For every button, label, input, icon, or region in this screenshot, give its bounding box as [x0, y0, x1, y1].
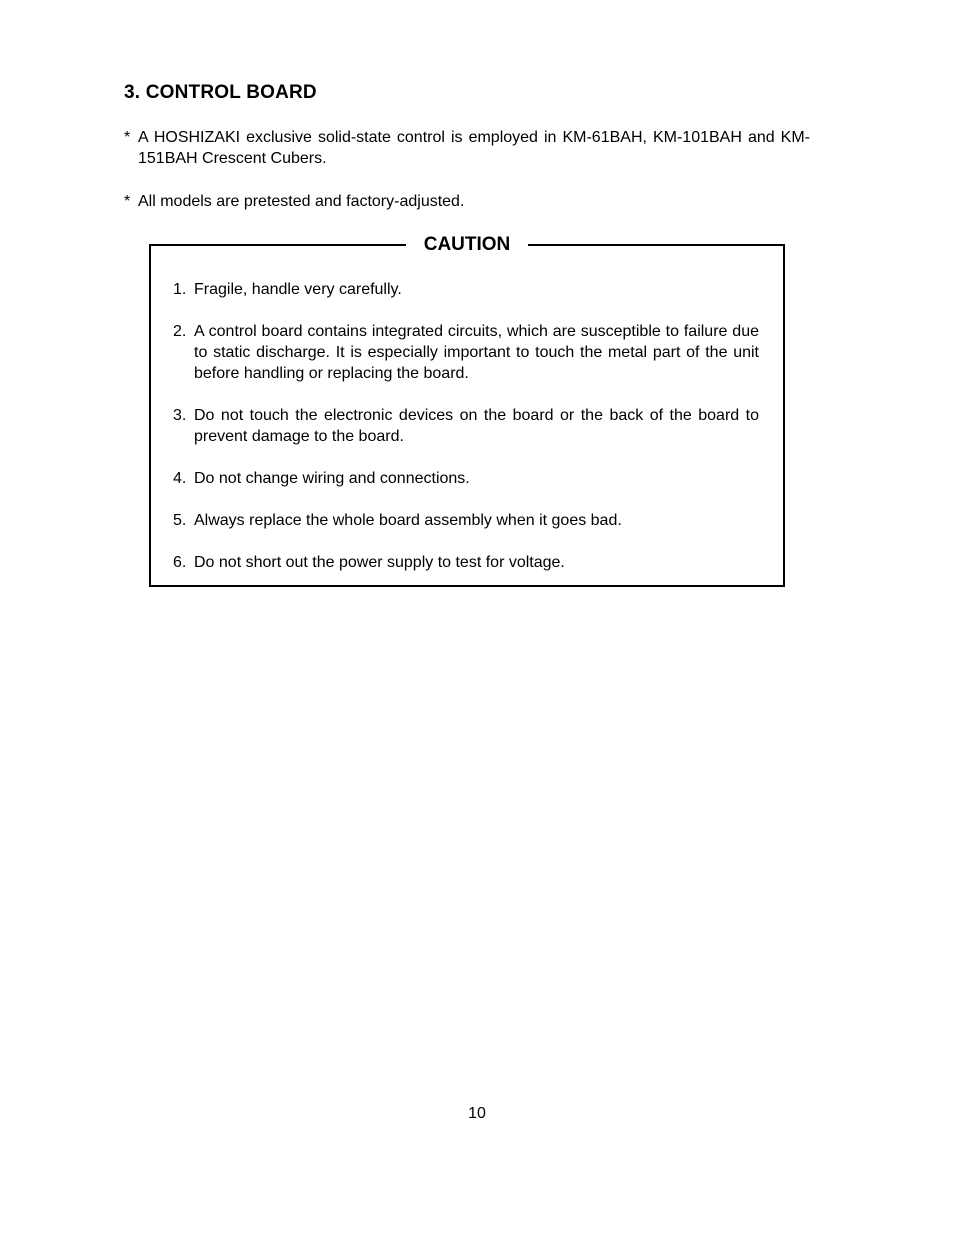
caution-item-text: A control board contains integrated circuits, which are susceptible to failure due to static discharge. It is especially important to touch the metal part of the unit before handling or replacing the board. — [194, 323, 759, 382]
caution-item-number: 1. — [173, 281, 187, 298]
bullet-text: A HOSHIZAKI exclusive solid-state control is employed in KM-61BAH, KM-101BAH and KM-151BAH Crescent Cubers. — [138, 129, 810, 167]
caution-item — [173, 279, 759, 300]
caution-item — [173, 552, 759, 573]
caution-item-text: Always replace the whole board assembly when it goes bad. — [194, 512, 622, 529]
caution-item — [173, 510, 759, 531]
caution-item-number: 4. — [173, 470, 187, 487]
caution-item-text: Do not short out the power supply to test for voltage. — [194, 554, 565, 571]
caution-item-number: 3. — [173, 407, 187, 424]
caution-item-text: Do not change wiring and connections. — [194, 470, 470, 487]
caution-item — [173, 468, 759, 489]
caution-title: CAUTION — [406, 233, 528, 257]
caution-item-number: 2. — [173, 323, 187, 340]
bullet-text: All models are pretested and factory-adjusted. — [138, 193, 465, 210]
caution-item-number: 6. — [173, 554, 187, 571]
caution-item — [173, 405, 759, 447]
caution-item-text: Fragile, handle very carefully. — [194, 281, 402, 298]
caution-item-text: Do not touch the electronic devices on the board or the back of the board to prevent damage to the board. — [194, 407, 759, 445]
section-title: 3. CONTROL BOARD — [124, 82, 317, 103]
page-number: 10 — [468, 1105, 486, 1122]
caution-list — [173, 279, 759, 594]
bullet-item — [124, 191, 810, 212]
bullet-marker: * — [124, 129, 131, 146]
bullet-item — [124, 127, 810, 169]
bullet-marker: * — [124, 193, 131, 210]
caution-item — [173, 321, 759, 384]
caution-item-number: 5. — [173, 512, 187, 529]
